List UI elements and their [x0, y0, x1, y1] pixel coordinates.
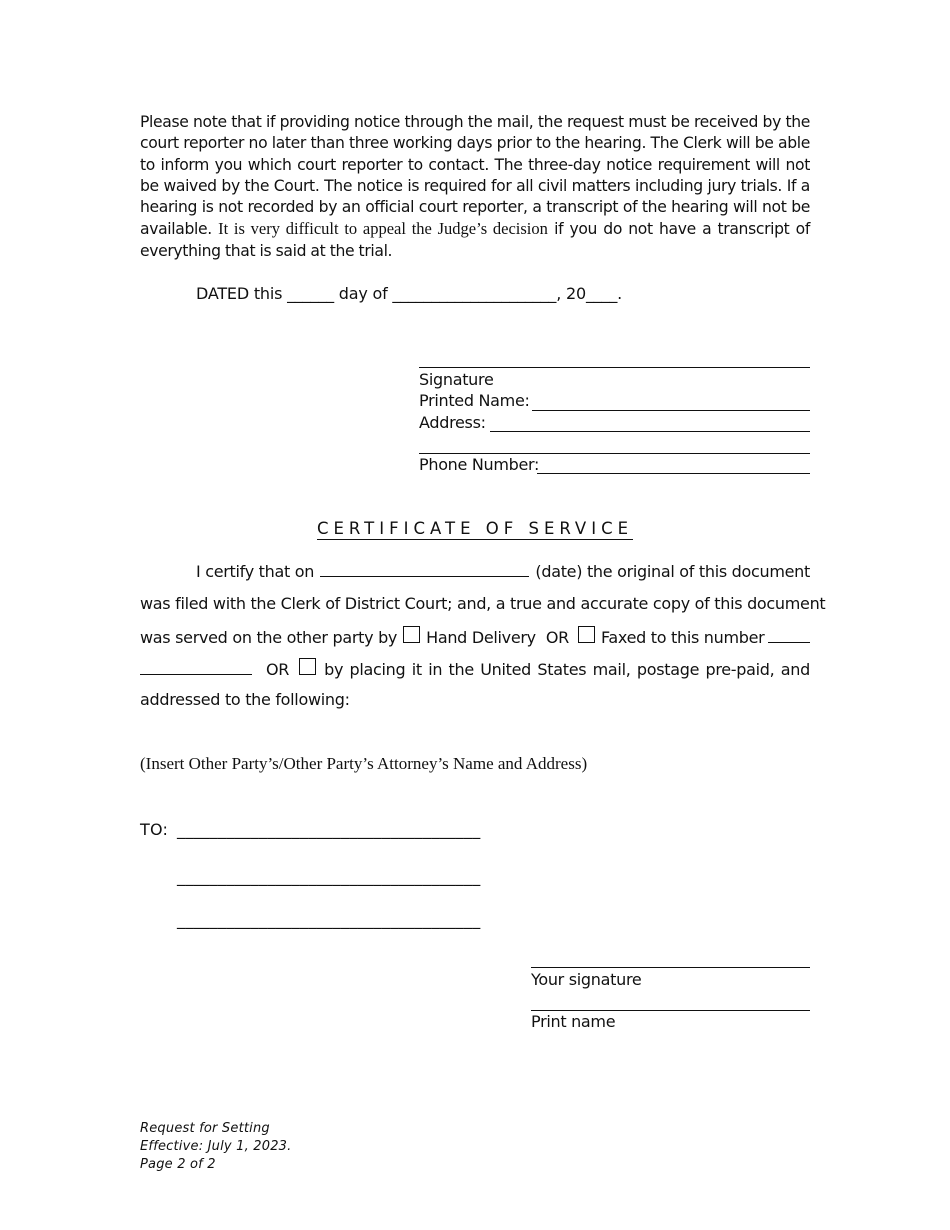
address-label: Address:	[419, 413, 486, 432]
signature-line[interactable]	[419, 367, 810, 368]
mail-checkbox[interactable]	[299, 658, 316, 675]
your-signature-line[interactable]	[531, 967, 810, 968]
to-line-3[interactable]: _____________________________________	[177, 910, 481, 929]
phone-field[interactable]	[537, 473, 810, 474]
fax-number-field[interactable]	[768, 628, 810, 643]
fax-label: Faxed to this number	[600, 628, 765, 647]
cert-line1-a: I certify that on	[196, 562, 315, 581]
to-line-1[interactable]: _____________________________________	[177, 820, 481, 839]
cert-line3-a: was served on the other party by	[140, 628, 398, 647]
notice-paragraph	[140, 112, 810, 262]
cert-line-3	[140, 626, 810, 648]
insert-note: (Insert Other Party’s/Other Party’s Attorney’s Name and Address)	[140, 754, 588, 773]
or-label-1: OR	[545, 628, 569, 647]
cert-line-4	[140, 658, 810, 680]
print-name-label: Print name	[531, 1012, 616, 1031]
to-label: TO:	[140, 820, 169, 839]
cert-line4-b: by placing it in the United States mail, postage pre-paid, and	[324, 660, 810, 679]
notice-text-part1: Please note that if providing notice through the mail, the request must be received by the court reporter no later than three working days prior to the hearing. The Clerk will be able to inform you which court reporter to contact. The three-day notice requirement will not be waived by the Court. The notice is required for all civil matters including jury trials. If a hearing is not recorded by an official court reporter, a transcript of the hearing will not be available.	[140, 113, 810, 239]
cert-line-5: addressed to the following:	[140, 690, 350, 709]
cert-line-1	[140, 562, 810, 584]
notice-text-serif: It is very difficult to appeal the Judge’s decision	[218, 219, 548, 239]
certificate-title-text: CERTIFICATE OF SERVICE	[316, 519, 634, 538]
footer-form-name: Request for Setting	[140, 1121, 270, 1136]
certificate-title	[0, 519, 950, 538]
dated-line[interactable]: DATED this ______ day of _____________________, 20____.	[196, 284, 623, 303]
address-field-line2[interactable]	[419, 453, 810, 454]
service-date-field[interactable]	[320, 562, 529, 577]
fax-checkbox[interactable]	[578, 626, 595, 643]
phone-label: Phone Number:	[419, 455, 540, 474]
fax-number-field-cont[interactable]	[140, 660, 252, 675]
signature-label: Signature	[419, 370, 494, 389]
footer-effective-date: Effective: July 1, 2023.	[140, 1139, 292, 1154]
your-signature-label: Your signature	[531, 970, 642, 989]
to-line-2[interactable]: _____________________________________	[177, 867, 481, 886]
hand-delivery-label: Hand Delivery	[426, 628, 536, 647]
footer-page-number: Page 2 of 2	[140, 1157, 216, 1172]
cert-line-2: was filed with the Clerk of District Court; and, a true and accurate copy of this document	[140, 594, 826, 613]
cert-line1-b: (date) the original of this document	[535, 562, 810, 581]
address-field[interactable]	[490, 431, 810, 432]
notice-text-part2: if you do not have a transcript of everything that is said at the trial.	[140, 220, 810, 260]
footer	[140, 1120, 292, 1174]
printed-name-label: Printed Name:	[419, 391, 530, 410]
hand-delivery-checkbox[interactable]	[403, 626, 420, 643]
or-label-2: OR	[266, 660, 290, 679]
print-name-line[interactable]	[531, 1010, 810, 1011]
printed-name-field[interactable]	[532, 410, 810, 411]
